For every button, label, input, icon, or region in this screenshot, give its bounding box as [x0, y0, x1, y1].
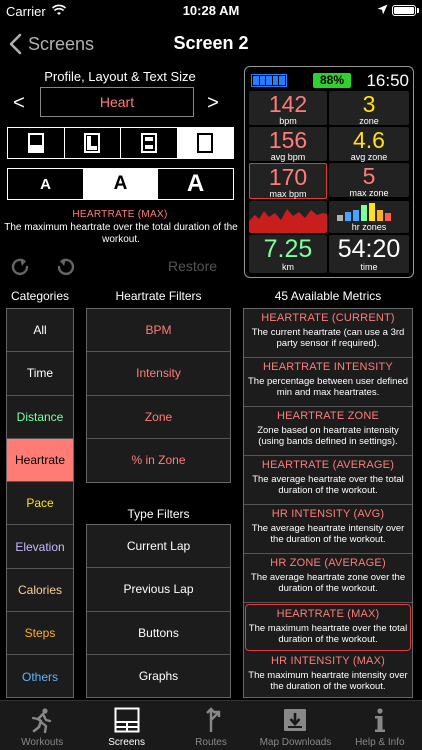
download-icon: [282, 707, 308, 733]
layout-option-4[interactable]: [178, 128, 234, 158]
navigation-bar: [0, 22, 422, 66]
preview-cell-max-zone[interactable]: 5 max zone: [329, 163, 409, 197]
layout-bottom-icon: [28, 133, 44, 153]
layout-option-2[interactable]: [65, 128, 122, 158]
preview-cell-hr-graph[interactable]: [249, 201, 327, 233]
layout-selector: [7, 127, 234, 159]
metric-item[interactable]: HEARTRATE (CURRENT) The current heartrate (can use a 3rd party sensor if required).: [244, 309, 412, 358]
back-button-label: Screens: [28, 33, 95, 54]
preview-time: 16:50: [366, 71, 409, 90]
metric-item[interactable]: HR ZONE (AVERAGE) The average heartrate zone over the duration of the workout.: [244, 554, 412, 603]
layout-option-3[interactable]: [121, 128, 178, 158]
filter-graphs[interactable]: Graphs: [138, 669, 179, 684]
restore-button[interactable]: Restore: [168, 258, 218, 274]
preview-cell-max-bpm[interactable]: 170 max bpm: [249, 163, 327, 199]
heartrate-filters-list: [86, 308, 231, 483]
undo-icon[interactable]: [9, 256, 31, 278]
tab-help-info-label: Help & Info: [355, 737, 405, 748]
tab-map-downloads[interactable]: [253, 701, 337, 750]
previous-profile-button[interactable]: <: [13, 92, 25, 114]
layout-option-1[interactable]: [8, 128, 65, 158]
preview-cell-avg-zone[interactable]: 4.6 avg zone: [329, 127, 409, 161]
battery-icon: [392, 5, 416, 16]
tab-screens-label: Screens: [108, 737, 145, 748]
preview-cell-zone[interactable]: 3 zone: [329, 91, 409, 125]
text-size-medium[interactable]: A: [83, 169, 158, 199]
category-distance[interactable]: Distance: [7, 396, 73, 439]
metric-item[interactable]: HR INTENSITY (AVG) The average heartrate intensity over the duration of the workout.: [244, 505, 412, 554]
categories-heading: Categories: [10, 289, 70, 303]
selected-metric-description: The maximum heartrate over the total duration of the workout.: [4, 222, 238, 245]
preview-cell-distance[interactable]: 7.25 km: [249, 235, 327, 273]
filter-percent-in-zone[interactable]: % in Zone: [131, 453, 186, 468]
tab-workouts[interactable]: [0, 701, 84, 750]
category-time[interactable]: Time: [7, 352, 73, 395]
metric-item[interactable]: HEARTRATE ZONE Zone based on heartrate intensity (using bands defined in settings).: [244, 407, 412, 456]
metric-item[interactable]: HR INTENSITY (MAX) The maximum heartrate intensity over the duration of the workout.: [244, 652, 412, 698]
filter-bpm[interactable]: BPM: [87, 309, 230, 352]
category-pace[interactable]: Pace: [7, 482, 73, 525]
info-icon: [367, 707, 393, 733]
preview-cell-time[interactable]: 54:20 time: [329, 235, 409, 273]
screen-layout-icon: [114, 707, 140, 733]
filter-current-lap[interactable]: Current Lap: [87, 525, 230, 568]
next-profile-button[interactable]: >: [207, 92, 219, 114]
route-sign-icon: [198, 707, 224, 733]
text-size-selector: [7, 168, 234, 200]
selected-metric-title: HEARTRATE (MAX): [72, 209, 168, 220]
status-bar: [0, 0, 422, 22]
layout-rows-icon: [141, 133, 157, 153]
battery-tip: [417, 8, 419, 13]
preview-cell-hr-zones[interactable]: [329, 201, 409, 233]
runner-icon: [29, 707, 55, 733]
tab-routes-label: Routes: [195, 737, 227, 748]
tab-workouts-label: Workouts: [21, 737, 64, 748]
type-filters-heading: Type Filters: [127, 507, 190, 521]
layout-full-icon: [197, 133, 213, 153]
metric-item-selected[interactable]: HEARTRATE (MAX) The maximum heartrate over the total duration of the workout.: [245, 604, 411, 651]
status-time: 10:28 AM: [182, 3, 240, 18]
location-arrow-icon: [377, 4, 388, 15]
preview-cell-avg-bpm[interactable]: 156 avg bpm: [249, 127, 327, 161]
filter-intensity[interactable]: Intensity: [87, 352, 230, 395]
metric-item[interactable]: HEARTRATE INTENSITY The percentage between user defined min and max heartrates.: [244, 358, 412, 407]
available-metrics-heading: 45 Available Metrics: [274, 289, 382, 303]
tab-routes[interactable]: [169, 701, 253, 750]
category-all[interactable]: All: [7, 309, 73, 352]
category-steps[interactable]: Steps: [7, 612, 73, 655]
filter-zone[interactable]: Zone: [87, 396, 230, 439]
available-metrics-list: [243, 308, 413, 698]
profile-name-field[interactable]: Heart: [40, 87, 194, 117]
redo-icon[interactable]: [55, 256, 77, 278]
preview-battery-percent: 88%: [313, 73, 351, 88]
text-size-small[interactable]: A: [40, 175, 51, 193]
type-filters-list: [86, 524, 231, 698]
page-title: Screen 2: [173, 33, 249, 53]
filter-previous-lap[interactable]: Previous Lap: [87, 568, 230, 611]
heartrate-graph-icon: [249, 201, 327, 233]
profile-heading: Profile, Layout & Text Size: [44, 69, 196, 84]
tab-bar: [0, 700, 422, 750]
filter-buttons[interactable]: Buttons: [87, 612, 230, 655]
layout-l-shape-icon: [84, 133, 100, 153]
category-heartrate[interactable]: Heartrate: [7, 439, 73, 482]
hr-zones-label: hr zones: [351, 222, 387, 232]
preview-header: [249, 71, 411, 91]
carrier-label: Carrier: [6, 4, 46, 19]
heartrate-filters-heading: Heartrate Filters: [115, 289, 202, 303]
screen-preview: [244, 66, 414, 278]
text-size-large[interactable]: A: [186, 170, 205, 197]
preview-battery-icon: [251, 74, 287, 87]
category-calories[interactable]: Calories: [7, 569, 73, 612]
tab-map-downloads-label: Map Downloads: [259, 737, 332, 748]
category-elevation[interactable]: Elevation: [7, 525, 73, 568]
hr-zones-bars-icon: [329, 202, 409, 222]
tab-help-info[interactable]: [338, 701, 422, 750]
tab-screens[interactable]: [84, 701, 168, 750]
category-others[interactable]: Others: [21, 670, 58, 685]
preview-cell-bpm[interactable]: 142 bpm: [249, 91, 327, 125]
categories-list: [6, 308, 74, 698]
metric-item[interactable]: HEARTRATE (AVERAGE) The average heartrate over the total duration of the workout.: [244, 456, 412, 505]
